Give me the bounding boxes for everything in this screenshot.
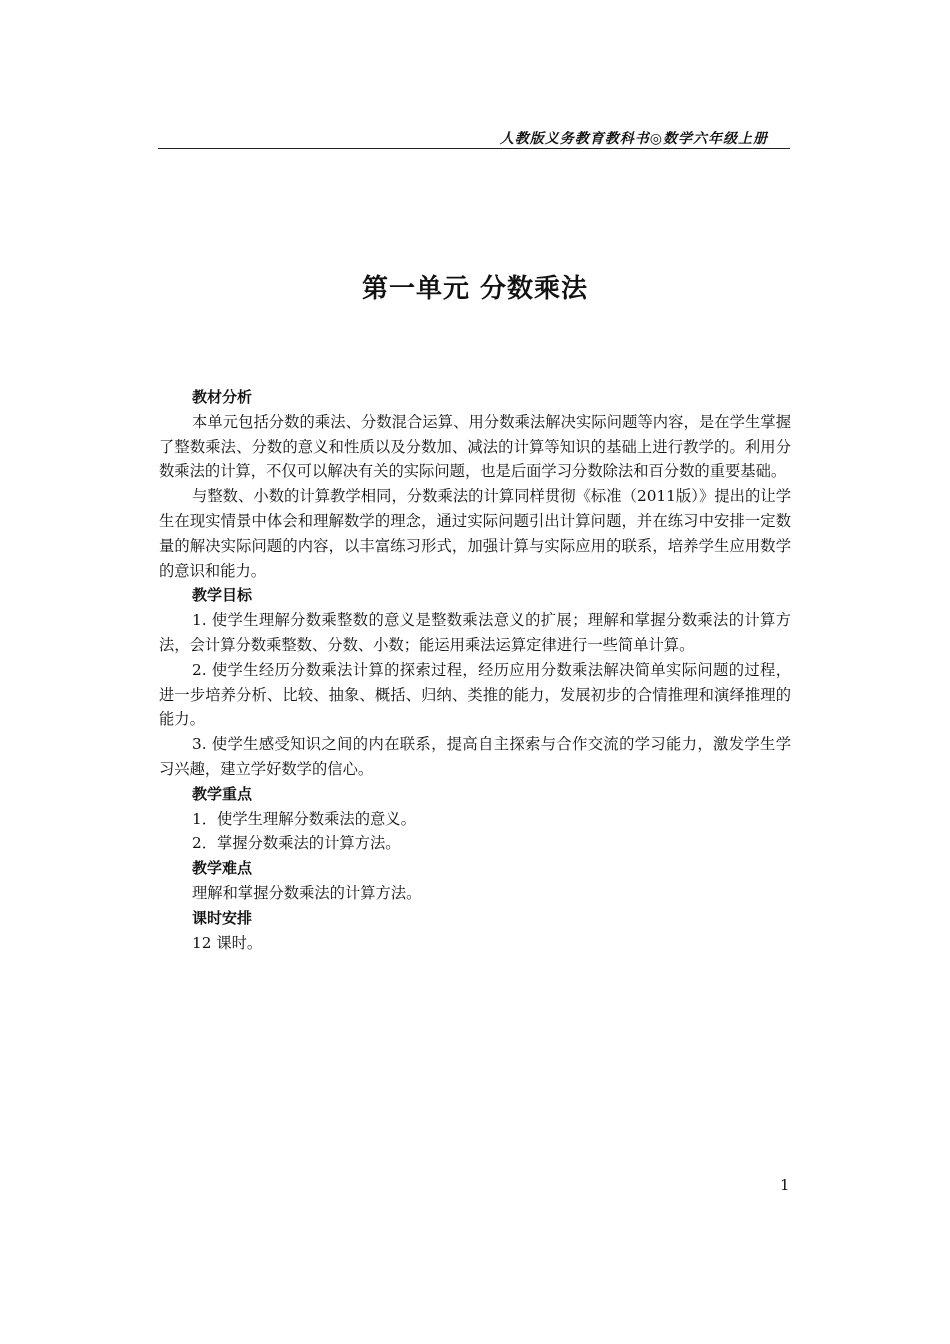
schedule-item-1: 12 课时。	[192, 933, 263, 952]
header-title: 人教版义务教育教科书◎数学六年级上册	[499, 131, 768, 147]
main-content	[159, 385, 791, 955]
difficulty-item-1: 理解和掌握分数乘法的计算方法。	[192, 883, 422, 902]
section-heading-analysis: 教材分析	[192, 388, 253, 406]
analysis-paragraph-1: 本单元包括分数的乘法、分数混合运算、用分数乘法解决实际问题等内容，是在学生掌握了整数乘法、分数的意义和性质以及分数加、减法的计算等知识的基础上进行教学的。利用分数乘法的计算，不仅可以解决有关的实际问题，也是后面学习分数除法和百分数的重要基础。	[159, 412, 791, 481]
goal-item-3: 3. 使学生感受知识之间的内在联系，提高自主探索与合作交流的学习能力，激发学生学习兴趣，建立学好数学的信心。	[159, 735, 791, 778]
key-point-item-1: 1．使学生理解分数乘法的意义。	[192, 809, 416, 828]
section-heading-goals: 教学目标	[192, 586, 253, 605]
section-heading-key-points: 教学重点	[192, 784, 253, 803]
page-number: 1	[780, 1176, 790, 1194]
key-point-item-2: 2．掌握分数乘法的计算方法。	[192, 834, 401, 853]
goal-item-1: 1. 使学生理解分数乘整数的意义是整数乘法意义的扩展；理解和掌握分数乘法的计算方法，会计算分数乘整数、分数、小数；能运用乘法运算定律进行一些简单计算。	[159, 611, 791, 654]
analysis-paragraph-2: 与整数、小数的计算教学相同，分数乘法的计算同样贯彻《标准（2011版）》提出的让学生在现实情景中体会和理解数学的理念，通过实际问题引出计算问题，并在练习中安排一定数量的解决实际问题的内容，以丰富练习形式，加强计算与实际应用的联系，培养学生应用数学的意识和能力。	[159, 487, 791, 580]
section-heading-schedule: 课时安排	[192, 908, 253, 927]
chapter-title: 第一单元 分数乘法	[361, 274, 589, 304]
goal-item-2: 2. 使学生经历分数乘法计算的探索过程，经历应用分数乘法解决简单实际问题的过程，进一步培养分析、比较、抽象、概括、归纳、类推的能力，发展初步的合情推理和演绎推理的能力。	[159, 660, 791, 729]
page-header	[158, 128, 790, 149]
section-heading-difficulties: 教学难点	[192, 859, 253, 878]
